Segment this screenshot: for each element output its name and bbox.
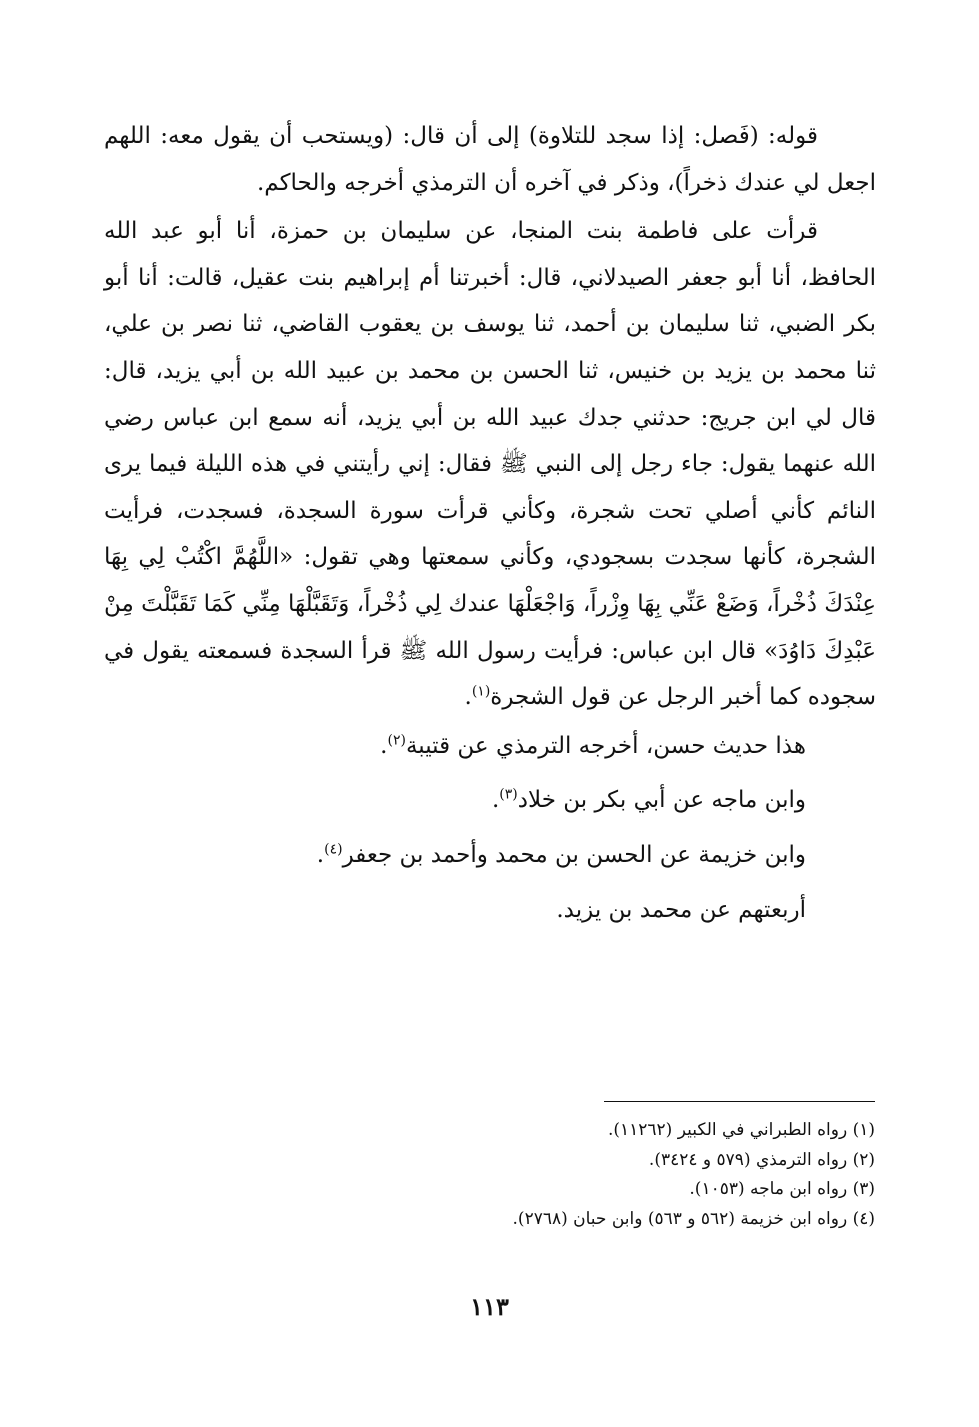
sentence-end: . <box>380 732 388 759</box>
sentence-end: . <box>464 684 472 711</box>
footnote-item: (٢) رواه الترمذي (٥٧٩ و ٣٤٢٤). <box>648 1149 875 1170</box>
main-text <box>104 113 876 933</box>
sentence-end: . <box>316 841 325 868</box>
paragraph-hadith-chain <box>104 208 876 721</box>
footnote-ref: (٣) <box>499 786 518 803</box>
footnote-item: (٣) رواه ابن ماجه (١٠٥٣). <box>689 1179 875 1199</box>
narration-text: وابن خزيمة عن الحسن بن محمد وأحمد بن جعفر <box>342 841 806 868</box>
footnote-ref: (٤) <box>324 841 343 858</box>
narration-line <box>104 832 876 879</box>
footnote-divider <box>604 1101 875 1102</box>
paragraph-chapter-heading: قوله: (فَصل: إذا سجد للتلاوة) إلى أن قال: (ويستحب أن يقول معه: اللهم اجعل لي عندك ذخراً)، وذكر في آخره أن الترمذي أخرجه والحاكم. <box>104 123 876 196</box>
footnote-ref: (٢) <box>387 732 406 749</box>
footnote-item: (١) رواه الطبراني في الكبير (١١٢٦٢). <box>607 1120 875 1140</box>
narration-line <box>104 777 876 824</box>
narration-line <box>104 723 876 770</box>
narration-text: هذا حديث حسن، أخرجه الترمذي عن قتيبة <box>405 732 806 759</box>
hadith-text: قرأت على فاطمة بنت المنجا، عن سليمان بن حمزة، أنا أبو عبد الله الحافظ، أنا أبو جعفر الصيدلاني، قال: أخبرتنا أم إبراهيم بنت عقيل، قالت: أنا أبو بكر الضبي، ثنا سليمان بن أحمد، ثنا يوسف بن يعقوب القاضي، ثنا نصر بن علي، ثنا محمد بن يزيد بن خنيس، ثنا الحسن بن محمد بن عبيد الله بن أبي يزيد، قال: قال لي ابن جريج: حدثني جدك عبيد الله بن أبي يزيد، أنه سمع ابن عباس رضي الله عنهما يقول: جاء رجل إلى النبي ﷺ فقال: إني رأيتني في هذه الليلة فيما يرى النائم كأني أصلي تحت شجرة، وكأني قرأت سورة السجدة، فسجدت، فرأيت الشجرة، كأنها سجدت بسجودي، وكأني سمعتها وهي تقول: «اللَّهُمَّ اكْتُبْ لِي بِهَا عِنْدَكَ ذُخْراً، وَضَعْ عَنِّي بِهَا وِزْراً، وَاجْعَلْهَا عندك لِي ذُخْراً، وَتَقَبَّلْهَا مِنِّي كَمَا تَقَبَّلْتَ مِنْ عَبْدِكَ دَاوُدَ» قال ابن عباس: فرأيت رسول الله ﷺ قرأ السجدة فسمعته يقول في سجوده كما أخبر الرجل عن قول الشجرة <box>104 218 876 711</box>
narration-text: وابن ماجه عن أبي بكر بن خلاد <box>517 787 806 814</box>
narration-text: أربعتهم عن محمد بن يزيد. <box>556 896 806 923</box>
sentence-end: . <box>491 787 500 814</box>
footnote-ref: (١) <box>471 683 491 700</box>
footnotes <box>103 1116 875 1234</box>
footnote-item: (٤) رواه ابن خزيمة (٥٦٢ و ٥٦٣) وابن حبان (٢٧٦٨). <box>512 1208 875 1229</box>
page-number: ١١٣ <box>470 1292 509 1321</box>
narration-line <box>104 887 876 934</box>
